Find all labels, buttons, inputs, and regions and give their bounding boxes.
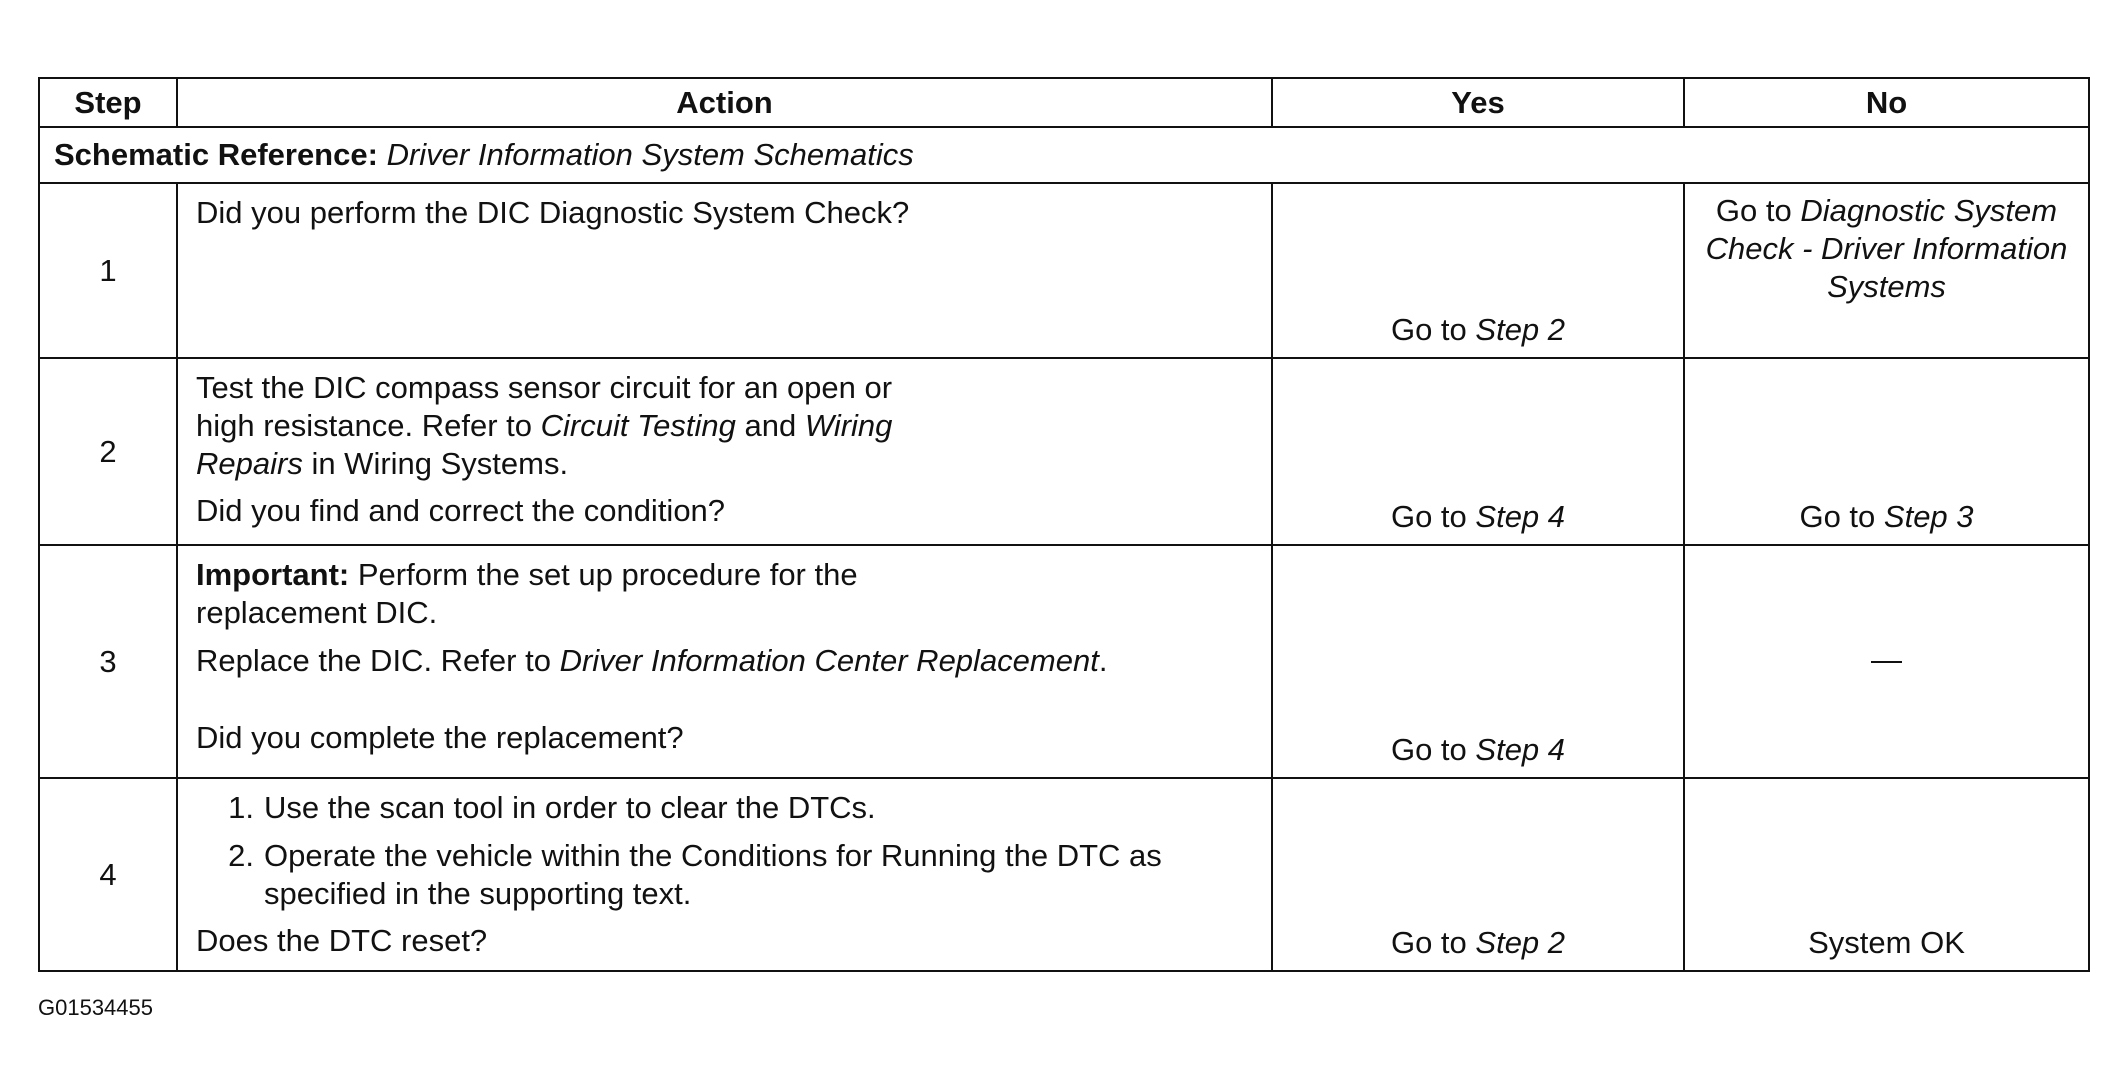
no-cell xyxy=(1684,545,2089,778)
action-text: Test the DIC compass sensor circuit for an open or high resistance. Refer to xyxy=(196,370,893,443)
no-cell xyxy=(1684,358,2089,545)
list-text: Use the scan tool in order to clear the DTCs. xyxy=(264,790,876,825)
action-question: Did you complete the replacement? xyxy=(196,720,684,756)
yes-cell xyxy=(1272,545,1684,778)
yes-cell xyxy=(1272,778,1684,971)
wiring-repairs-link[interactable]: Wiring Repairs xyxy=(196,407,893,481)
yes-step-link[interactable]: Step 2 xyxy=(1475,925,1566,961)
header-yes: Yes xyxy=(1272,78,1684,127)
yes-step-link[interactable]: Step 4 xyxy=(1475,499,1566,535)
list-number: 1. xyxy=(228,790,254,825)
table-row xyxy=(39,183,2089,358)
list-text: Operate the vehicle within the Conditions for Running the DTC as specified in the supporting text. xyxy=(264,837,1162,911)
schematic-reference-link[interactable]: Driver Information System Schematics xyxy=(386,137,914,173)
action-cell xyxy=(177,183,1272,358)
schematic-reference-row xyxy=(39,127,2089,183)
table-row xyxy=(39,545,2089,778)
action-text: and xyxy=(735,407,805,443)
figure-id: G01534455 xyxy=(38,995,153,1020)
diagnostic-table-frame xyxy=(38,77,2088,972)
action-text: . xyxy=(1098,642,1108,678)
list-number: 2. xyxy=(228,837,254,873)
list-item xyxy=(196,789,1259,827)
action-question: Did you perform the DIC Diagnostic System Check? xyxy=(196,195,910,230)
yes-step-link[interactable]: Step 2 xyxy=(1475,312,1566,348)
yes-prefix: Go to xyxy=(1390,499,1476,535)
dic-replacement-link[interactable]: Driver Information Center Replacement xyxy=(559,642,1099,678)
header-step: Step xyxy=(39,78,177,127)
step-number: 4 xyxy=(39,778,177,971)
table-row xyxy=(39,778,2089,971)
circuit-testing-link[interactable]: Circuit Testing xyxy=(540,407,736,443)
important-label: Important: xyxy=(196,557,350,592)
no-cell xyxy=(1684,183,2089,358)
action-cell xyxy=(177,778,1272,971)
yes-prefix: Go to xyxy=(1390,732,1476,768)
no-prefix: Go to xyxy=(1799,499,1884,535)
action-instruction xyxy=(196,642,1259,680)
table-row xyxy=(39,358,2089,545)
no-prefix: Go to xyxy=(1715,193,1801,228)
step-number: 2 xyxy=(39,358,177,545)
no-step-link[interactable]: Step 3 xyxy=(1883,499,1974,535)
list-item xyxy=(196,837,1216,913)
action-text: in Wiring Systems. xyxy=(302,445,569,481)
important-note xyxy=(196,556,976,632)
yes-prefix: Go to xyxy=(1390,925,1476,961)
header-row xyxy=(39,78,2089,127)
no-diagnostic-check-link[interactable]: Diagnostic System Check - Driver Information Systems xyxy=(1705,193,2068,304)
no-result: System OK xyxy=(1808,925,1965,961)
yes-cell xyxy=(1272,183,1684,358)
schematic-reference-label: Schematic Reference: xyxy=(54,137,378,173)
step-number: 3 xyxy=(39,545,177,778)
important-text: Perform the set up procedure for the replacement DIC. xyxy=(196,557,858,630)
step-number: 1 xyxy=(39,183,177,358)
action-question: Does the DTC reset? xyxy=(196,923,488,959)
yes-cell xyxy=(1272,358,1684,545)
header-no: No xyxy=(1684,78,2089,127)
schematic-reference xyxy=(39,127,2089,183)
action-text: Replace the DIC. Refer to xyxy=(196,642,560,678)
yes-prefix: Go to xyxy=(1390,312,1476,348)
action-cell xyxy=(177,358,1272,545)
yes-step-link[interactable]: Step 4 xyxy=(1475,732,1566,768)
no-dash: — xyxy=(1871,641,1902,677)
header-action: Action xyxy=(177,78,1272,127)
action-cell xyxy=(177,545,1272,778)
procedure-list xyxy=(196,789,1259,912)
action-instruction xyxy=(196,369,956,482)
diagnostic-table xyxy=(38,77,2090,972)
action-question: Did you find and correct the condition? xyxy=(196,493,726,529)
no-cell xyxy=(1684,778,2089,971)
